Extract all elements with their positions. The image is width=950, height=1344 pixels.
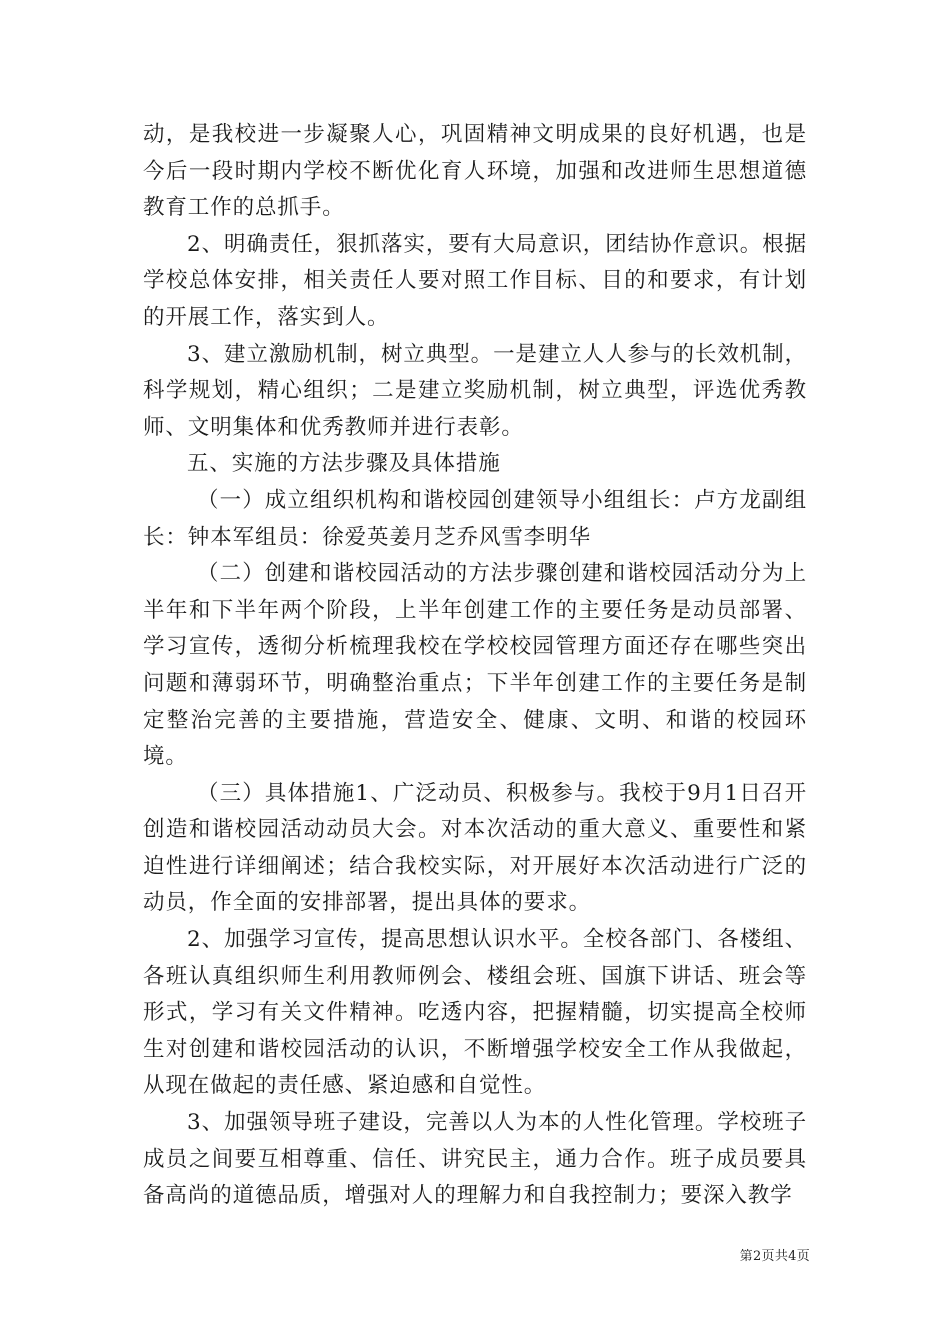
paragraph-study: 2、加强学习宣传，提高思想认识水平。全校各部门、各楼组、各班认真组织师生利用教师例会、楼组会班、国旗下讲话、班会等形式，学习有关文件精神。吃透内容，把握精髓，切实提高全校师生对创建和谐校园活动的认识，不断增强学校安全工作从我做起，从现在做起的责任感、紧迫感和自觉性。 — [143, 927, 807, 1099]
paragraph-3: 3、建立激励机制，树立典型。一是建立人人参与的长效机制，科学规划，精心组织；二是建立奖励机制，树立典型，评选优秀教师、文明集体和优秀教师并进行表彰。 — [143, 341, 807, 440]
paragraph-leadership: 3、加强领导班子建设，完善以人为本的人性化管理。学校班子成员之间要互相尊重、信任、讲究民主，通力合作。班子成员要具备高尚的道德品质，增强对人的理解力和自我控制力；要深入教学 — [143, 1110, 807, 1209]
document-body — [143, 117, 807, 1215]
section-heading-5: 五、实施的方法步骤及具体措施 — [187, 451, 501, 477]
paragraph-measures: （三）具体措施1、广泛动员、积极参与。我校于9月1日召开创造和谐校园活动动员大会。对本次活动的重大意义、重要性和紧迫性进行详细阐述；结合我校实际，对开展好本次活动进行广泛的动员，作全面的安排部署，提出具体的要求。 — [143, 780, 807, 916]
page-number: 第2页共4页 — [739, 1249, 810, 1264]
paragraph-steps: （二）创建和谐校园活动的方法步骤创建和谐校园活动分为上半年和下半年两个阶段，上半年创建工作的主要任务是动员部署、学习宣传，透彻分析梳理我校在学校校园管理方面还存在哪些突出问题和薄弱环节，明确整治重点；下半年创建工作的主要任务是制定整治完善的主要措施，营造安全、健康、文明、和谐的校园环境。 — [143, 561, 807, 770]
paragraph-organization: （一）成立组织机构和谐校园创建领导小组组长：卢方龙副组长：钟本军组员：徐爱英姜月芝乔风雪李明华 — [143, 487, 807, 550]
paragraph-1: 动，是我校进一步凝聚人心，巩固精神文明成果的良好机遇，也是今后一段时期内学校不断优化育人环境，加强和改进师生思想道德教育工作的总抓手。 — [143, 122, 807, 221]
paragraph-2: 2、明确责任，狠抓落实，要有大局意识，团结协作意识。根据学校总体安排，相关责任人要对照工作目标、目的和要求，有计划的开展工作，落实到人。 — [143, 231, 807, 330]
